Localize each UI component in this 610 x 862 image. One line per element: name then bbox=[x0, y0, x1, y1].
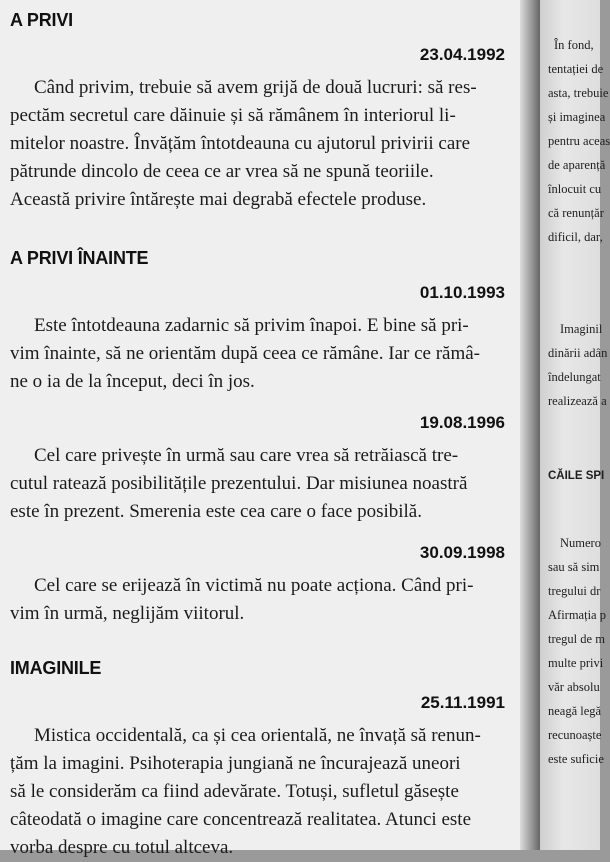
right-page-line: înlocuit cu bbox=[548, 182, 602, 196]
right-page-line: pentru aceas bbox=[548, 134, 610, 148]
entry-text bbox=[10, 312, 505, 396]
text-line: mitelor noastre. Învățăm întotdeauna cu ajutorul privirii care bbox=[10, 133, 471, 154]
right-page-line: neagă legă bbox=[548, 704, 602, 718]
text-line: este în prezent. Smerenia este cea care o face posibilă. bbox=[10, 501, 422, 522]
entry-date: 30.09.1998 bbox=[419, 543, 505, 562]
text-line: Cel care privește în urmă sau care vrea să retrăiască tre- bbox=[34, 445, 459, 466]
right-page-line: multe privi bbox=[548, 656, 604, 670]
text-line: Această privire întărește mai degrabă efectele produse. bbox=[10, 189, 427, 210]
right-page-line: sau să sim bbox=[548, 560, 600, 574]
text-line: cutul ratează posibilitățile prezentului. Dar misiunea noastră bbox=[10, 473, 468, 494]
right-page-line: tregul de m bbox=[548, 632, 605, 646]
entry-date: 01.10.1993 bbox=[419, 283, 505, 302]
text-line: țăm la imagini. Psihoterapia jungiană ne încurajează uneori bbox=[10, 753, 461, 774]
text-line: vim în urmă, neglijăm viitorul. bbox=[10, 603, 245, 624]
text-line: vim înainte, să ne orientăm după ceea ce rămâne. Iar ce rămâ- bbox=[10, 343, 480, 364]
right-page-fragment bbox=[540, 0, 610, 850]
entry-date: 19.08.1996 bbox=[419, 413, 505, 432]
right-page-line: asta, trebuie bbox=[548, 86, 609, 100]
text-line: să le considerăm ca fiind adevărate. Totuși, sufletul găsește bbox=[10, 781, 459, 802]
right-page-line: Imaginil bbox=[560, 322, 603, 336]
right-page-line: realizează a bbox=[548, 394, 607, 408]
entry-text bbox=[10, 722, 505, 862]
right-page-line: că renunțăr bbox=[548, 206, 604, 220]
right-page-heading: CĂILE SPI bbox=[548, 470, 605, 482]
entry-date: 25.11.1991 bbox=[420, 693, 505, 712]
entry-text bbox=[10, 572, 505, 628]
right-page-line: este suficie bbox=[548, 752, 604, 766]
entry-text bbox=[10, 74, 505, 214]
text-line: Mistica occidentală, ca și cea orientală, ne învață să renun- bbox=[34, 725, 481, 746]
entry-date: 23.04.1992 bbox=[419, 45, 505, 64]
text-line: Când privim, trebuie să avem grijă de două lucruri: să res- bbox=[34, 77, 477, 98]
right-page-line: văr absolu bbox=[548, 680, 600, 694]
right-page-line: Afirmația p bbox=[548, 608, 606, 622]
right-page-line: tregului dr bbox=[548, 584, 601, 598]
page-content bbox=[10, 6, 505, 862]
right-page-line: Numero bbox=[560, 536, 601, 550]
text-line: câteodată o imagine care concentrează realitatea. Atunci este bbox=[10, 809, 472, 830]
text-line: pectăm secretul care dăinuie și să rămânem în interiorul li- bbox=[10, 105, 456, 126]
right-page-line: tentației de bbox=[548, 62, 604, 76]
right-page-line: și imaginea bbox=[548, 110, 606, 124]
section-heading: A PRIVI bbox=[10, 10, 73, 30]
right-page-line: de aparență bbox=[548, 158, 606, 172]
entry-text bbox=[10, 442, 505, 526]
right-page-line: În fond, bbox=[554, 38, 594, 52]
section-heading: A PRIVI ÎNAINTE bbox=[10, 248, 149, 268]
text-line: vorba despre cu totul altceva. bbox=[10, 837, 234, 858]
section-heading: IMAGINILE bbox=[10, 658, 102, 678]
text-line: pătrunde dincolo de ceea ce ar vrea să ne spună teoriile. bbox=[10, 161, 434, 182]
right-page-line: dificil, dar, bbox=[548, 230, 603, 244]
right-page-line: îndelungat bbox=[548, 370, 601, 384]
text-line: Cel care se erijează în victimă nu poate acționa. Când pri- bbox=[34, 575, 474, 596]
text-line: Este întotdeauna zadarnic să privim înapoi. E bine să pri- bbox=[34, 315, 469, 336]
right-page-line: dinării adân bbox=[548, 346, 608, 360]
text-line: ne o ia de la început, deci în jos. bbox=[10, 371, 255, 392]
right-page-line: recunoaște bbox=[548, 728, 602, 742]
